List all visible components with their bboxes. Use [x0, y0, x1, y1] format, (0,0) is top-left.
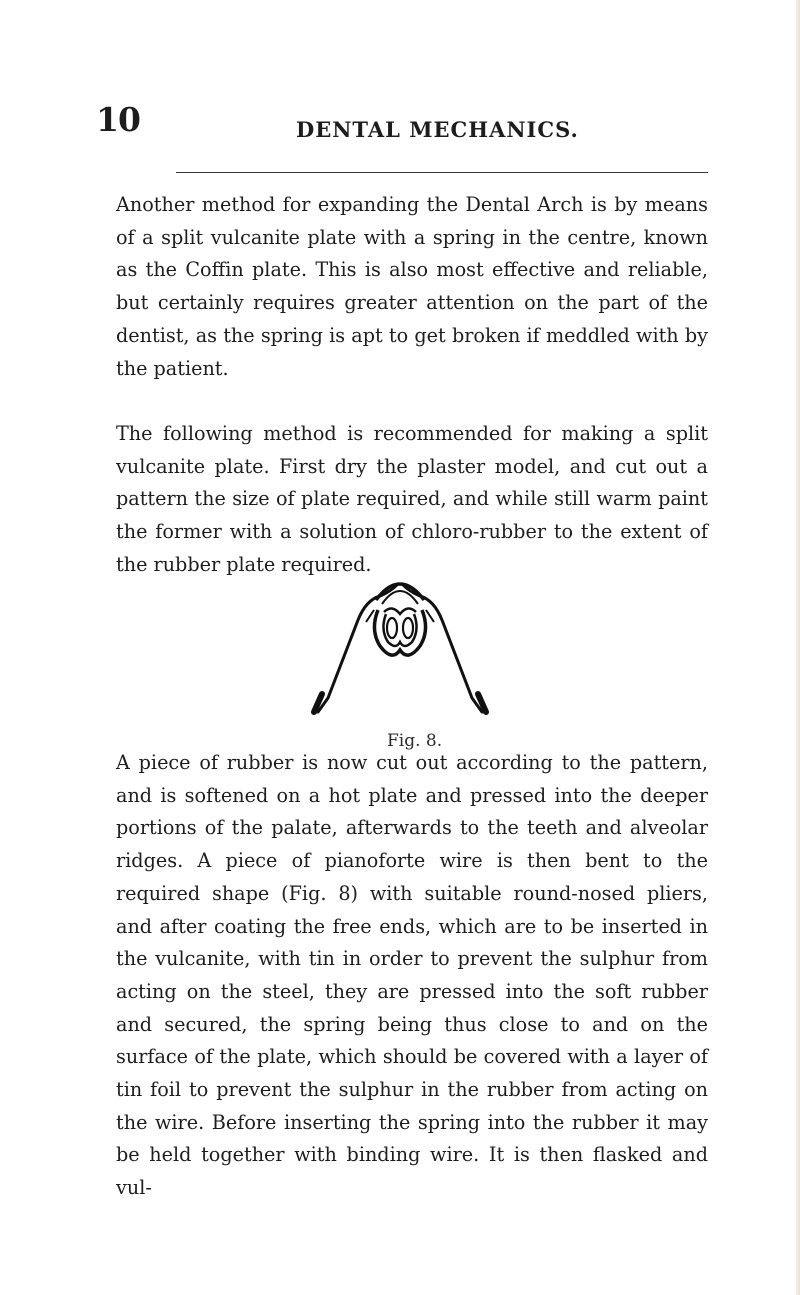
- page-number: 10: [96, 100, 140, 139]
- paragraph-method: The following method is recommended for making a split vulcanite plate. First dry the plaster model, and cut out a pattern the size of plate required, and while still warm paint the former with a solution of chloro-rubber to the extent of the rubber plate required.: [116, 422, 708, 576]
- paragraph-coffin-plate: Another method for expanding the Dental Arch is by means of a split vulcanite plate with a spring in the centre, known as the Coffin plate. This is also most effective and reliable, but certainly requires greater attention on the part of the dentist, as the spring is apt to get broken if meddled with by the patient.: [116, 193, 708, 380]
- spring-wire-figure: [300, 570, 500, 720]
- figure-caption: Fig. 8.: [387, 731, 443, 751]
- spring-wire-icon: [300, 570, 500, 720]
- paragraph-rubber-process: A piece of rubber is now cut out according to the pattern, and is softened on a hot plate and pressed into the deeper portions of the palate, afterwards to the teeth and alveolar ridges. A piece of pianoforte wire is then bent to the required shape (Fig. 8) with suitable round-nosed pliers, and after coating the free ends, which are to be inserted in the vulcanite, with tin in order to prevent the sulphur from acting on the steel, they are pressed into the soft rubber and secured, the spring being thus close to and on the surface of the plate, which should be covered with a layer of tin foil to prevent the sulphur in the rubber from acting on the wire. Before inserting the spring into the rubber it may be held together with binding wire. It is then flasked and vul-: [116, 751, 708, 1200]
- running-title: DENTAL MECHANICS.: [296, 117, 579, 142]
- page-edge: [796, 0, 800, 1295]
- page-header: [96, 100, 716, 144]
- header-rule: [176, 172, 708, 173]
